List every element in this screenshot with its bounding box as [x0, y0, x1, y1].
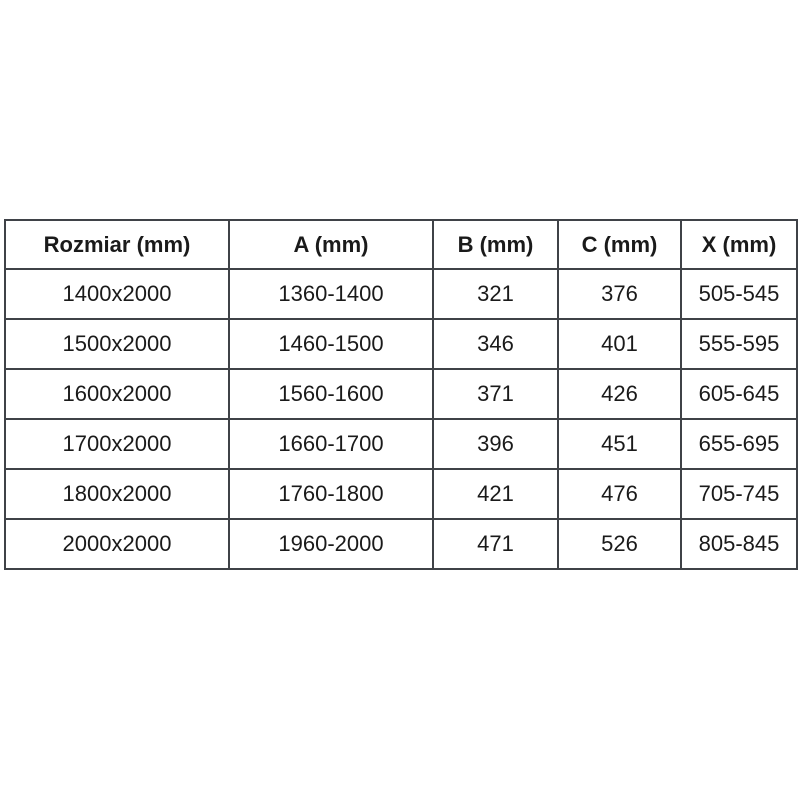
cell-c: 376 [558, 269, 681, 319]
cell-b: 371 [433, 369, 558, 419]
cell-c: 526 [558, 519, 681, 569]
cell-rozmiar: 2000x2000 [5, 519, 229, 569]
cell-c: 476 [558, 469, 681, 519]
header-row [5, 220, 797, 269]
cell-a: 1460-1500 [229, 319, 433, 369]
cell-x: 505-545 [681, 269, 797, 319]
table-row [5, 269, 797, 319]
column-header-c: C (mm) [558, 220, 681, 269]
cell-b: 321 [433, 269, 558, 319]
cell-x: 605-645 [681, 369, 797, 419]
cell-b: 396 [433, 419, 558, 469]
cell-rozmiar: 1700x2000 [5, 419, 229, 469]
cell-rozmiar: 1800x2000 [5, 469, 229, 519]
cell-c: 426 [558, 369, 681, 419]
column-header-x: X (mm) [681, 220, 797, 269]
size-spec-table [4, 219, 798, 570]
cell-a: 1960-2000 [229, 519, 433, 569]
cell-a: 1760-1800 [229, 469, 433, 519]
table-row [5, 369, 797, 419]
cell-rozmiar: 1500x2000 [5, 319, 229, 369]
cell-a: 1360-1400 [229, 269, 433, 319]
table-row [5, 519, 797, 569]
cell-x: 555-595 [681, 319, 797, 369]
cell-c: 401 [558, 319, 681, 369]
cell-rozmiar: 1400x2000 [5, 269, 229, 319]
column-header-a: A (mm) [229, 220, 433, 269]
table-row [5, 469, 797, 519]
table-row [5, 419, 797, 469]
cell-a: 1660-1700 [229, 419, 433, 469]
cell-b: 471 [433, 519, 558, 569]
table-row [5, 319, 797, 369]
column-header-b: B (mm) [433, 220, 558, 269]
cell-b: 421 [433, 469, 558, 519]
cell-x: 655-695 [681, 419, 797, 469]
column-header-rozmiar: Rozmiar (mm) [5, 220, 229, 269]
cell-c: 451 [558, 419, 681, 469]
cell-a: 1560-1600 [229, 369, 433, 419]
cell-b: 346 [433, 319, 558, 369]
cell-x: 805-845 [681, 519, 797, 569]
cell-x: 705-745 [681, 469, 797, 519]
cell-rozmiar: 1600x2000 [5, 369, 229, 419]
